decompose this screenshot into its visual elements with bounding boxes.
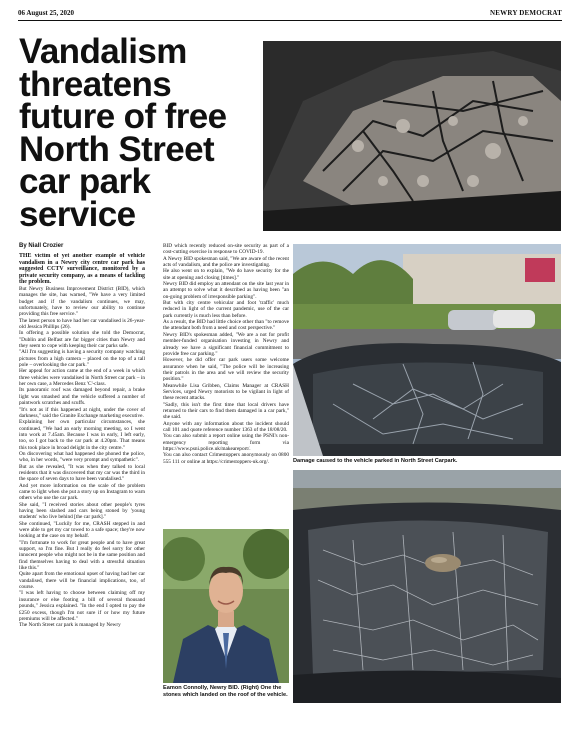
portrait-caption: Eamon Connolly, Newry BID. (Right) One the stones which landed on the roof of the vehicle. xyxy=(163,685,288,698)
article-paragraph: The North Street car park is managed by Newry xyxy=(19,622,121,629)
newspaper-name: NEWRY DEMOCRAT xyxy=(490,9,562,17)
article-paragraph: And yet more information on the scale of the problem came to light when she put a story up on Instagram to warn others who use the car park. xyxy=(19,482,145,502)
article-paragraph: "I'm fortunate to work for great people and to have great support, so I'm fine. But I really do feel sorry for other innocent people who might not be in the same position and find themselves having to deal with a stressful situation like this." xyxy=(19,539,145,572)
article-paragraph: But with city centre vehicular and foot 'traffic' much reduced in light of the current pandemic, use of the car park currently is much less than before. xyxy=(163,300,289,319)
article-paragraph: Explaining her own particular circumstances, she continued, "We had an early morning meeting, so I went into work at 7.45am. Because I was in early, I left early, too, so I got back to the car park at 4.20pm. That means this took place in broad delight in the city centre." xyxy=(19,419,145,451)
article-paragraph: Meanwhile Lisa Gribben, Claims Manager at CRASH Services, urged Newry motorists to be vigilant in light of these recent attacks. xyxy=(163,382,289,402)
issue-date: 06 August 25, 2020 xyxy=(18,9,75,17)
article-paragraph: The latest person to have had her car vandalised is 26-year-old Jessica Phillips (26). xyxy=(19,317,145,331)
article-paragraph: A Newry BID spokesman said, "We are aware of the recent acts of vandalism, and the police are investigating. xyxy=(163,255,289,269)
article-paragraph: Her appeal for action came at the end of a week in which three vehicles were vandalised in North Street car park – in her own case, a Mercedes Benz 'C'-class. xyxy=(19,368,145,388)
article-paragraph: Anyone with any information about the incident should call 101 and quote reference number 1363 of the 18/08/20. xyxy=(163,420,289,433)
article-paragraph: She continued, "Luckily for me, CRASH stepped in and were able to get my car towed to a safe space; they're now looking at the case on my behalf. xyxy=(19,520,145,540)
article-paragraph: "It's not as if this happened at night, under the cover of darkness," said the Granite Exchange marketing executive. xyxy=(19,406,145,419)
article-paragraph: "Sadly, this isn't the first time that local drivers have returned to their cars to find them damaged in a car park," she said. xyxy=(163,401,289,421)
page-header xyxy=(18,8,562,21)
byline: By Niall Crozier xyxy=(19,243,64,249)
article-paragraph: Quite apart from the emotional upset of having had her car vandalised, there will be financial implications, too, of course. xyxy=(19,571,145,591)
portrait-photo xyxy=(163,529,289,683)
article-paragraph: Newry BID's spokesman added, "We are a not for profit member-funded organisation investing in Newry and already we have a significant financial commitment to provide free car parking." xyxy=(163,331,289,357)
article-paragraph: But Newry Business Improvement District (BID), which manages the site, has warned, "We have a very limited budget and if the vandalism continues, we may, unfortunately, have to review our ability to continue providing this free service." xyxy=(19,285,145,318)
article-paragraph: You can also submit a report online using the PSNI's non-emergency reporting form via https://www.psni.police.uk/makeareport/. xyxy=(163,433,289,452)
headline: Vandalism threatens future of free North Street car park service xyxy=(19,32,227,234)
article-column-1 xyxy=(19,253,145,733)
article-paragraph: In offering a possible solution she told the Democrat, "Dublin and Belfast are far bigger cities than Newry and they seem to cope with keeping their car parks safe. xyxy=(19,330,145,350)
article-lead: THE victim of yet another example of vehicle vandalism in a Newry city centre car park has suggested CCTV surveillance, monitored by a private security company, as a means of tackling the problem. xyxy=(19,253,145,286)
article-paragraph: You can also contact Crimestoppers anonymously on 0800 555 111 or online at https://crimestoppers-uk.org/. xyxy=(163,452,289,465)
article-paragraph: But as she revealed, "It was when they talked to local residents that it was discovered that my car was the third in the space of seven days to have been vandalised." xyxy=(19,463,145,483)
car-park-photo xyxy=(293,244,561,456)
article-paragraph: On discovering what had happened she phoned the police, who, in her words, "were very prompt and sympathetic". xyxy=(19,450,145,464)
car-caption: Damage caused to the vehicle parked in North Street Carpark. xyxy=(293,458,458,464)
article-paragraph: He also went on to explain, "We do have security for the site at opening and closing [times]." xyxy=(163,268,289,281)
article-paragraph: Newry BID did employ an attendant on the site last year in an attempt to solve what it described as having been "an on-going problem of irresponsible parking". xyxy=(163,281,289,300)
cracked-roof-photo xyxy=(263,41,561,231)
article-paragraph: "All I'm suggesting is having a security company watching pictures from a high camera – placed on the top of a tall pole – overlooking the car park." xyxy=(19,349,145,369)
stone-on-roof-photo xyxy=(293,470,561,703)
article-paragraph: As a result, the BID had little choice other than "to remove the attendant both from a need and cost perspective." xyxy=(163,319,289,332)
article-paragraph: Its panoramic roof was damaged beyond repair, a brake light was smashed and the vehicle suffered a number of paintwork scratches and scuffs. xyxy=(19,387,145,407)
article-column-2 xyxy=(163,243,289,528)
article-paragraph: However, he did offer car park users some welcome assurance when he said, "The police will be increasing their patrols in the area and we will review the security position." xyxy=(163,357,289,383)
article-paragraph: BID which recently reduced on-site security as part of a cost-cutting exercise in response to COVID-19. xyxy=(163,243,289,256)
article-paragraph: She said, "I received stories about other people's tyres having been slashed and cars being stoned by 'young students' who live behind [the car park]." xyxy=(19,501,145,521)
article-paragraph: "I was left having to choose between claiming off my insurance or else footing a bill of several thousand pounds," Jessica explained. "In the end I opted to pay the £250 excess, though I'm not sure if or how my future premiums will be affected." xyxy=(19,590,145,622)
